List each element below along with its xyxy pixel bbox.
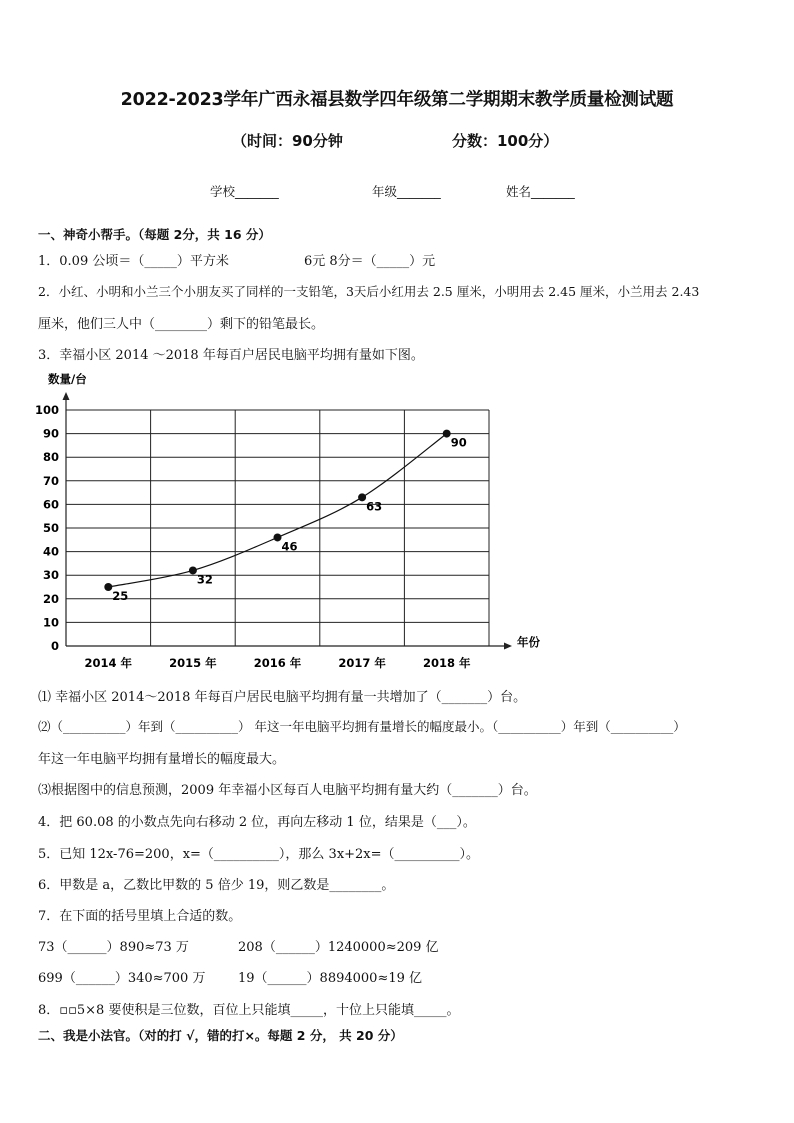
section-1-heading: 一、神奇小帮手。（每题 2分，共 16 分） bbox=[38, 227, 271, 242]
data-point bbox=[274, 533, 282, 541]
data-label: 25 bbox=[112, 589, 129, 603]
line-chart bbox=[34, 370, 554, 675]
name-field: 姓名_______ bbox=[506, 184, 575, 199]
data-point bbox=[189, 566, 197, 574]
data-point bbox=[358, 493, 366, 501]
question-8: 8．▫▫5×8 要使积是三位数，百位上只能填_____，十位上只能填_____。 bbox=[38, 1003, 460, 1018]
school-field: 学校_______ bbox=[210, 184, 279, 199]
x-axis-label: 年份 bbox=[517, 635, 540, 649]
y-tick-label: 90 bbox=[42, 426, 59, 441]
y-tick-label: 80 bbox=[42, 450, 59, 465]
question-6: 6．甲数是 a，乙数比甲数的 5 倍少 19，则乙数是________。 bbox=[38, 878, 395, 893]
question-7c: 699（______）340≈700 万 bbox=[38, 971, 206, 986]
y-tick-label: 40 bbox=[42, 544, 59, 559]
grade-field: 年级_______ bbox=[372, 184, 441, 199]
y-tick-label: 20 bbox=[42, 591, 59, 606]
question-2-line2: 厘米，他们三人中（________）剩下的铅笔最长。 bbox=[38, 317, 325, 332]
data-point bbox=[443, 430, 451, 438]
chart-ticks bbox=[35, 403, 471, 670]
exam-score: 分数：100分） bbox=[452, 132, 559, 150]
y-tick-label: 10 bbox=[42, 615, 59, 630]
section-2-heading: 二、我是小法官。（对的打 √，错的打×。每题 2 分， 共 20 分） bbox=[38, 1028, 403, 1043]
question-3-3: ⑶根据图中的信息预测，2009 年幸福小区每百人电脑平均拥有量大约（_______）台。 bbox=[38, 783, 537, 798]
data-label: 63 bbox=[366, 499, 383, 514]
chart-grid bbox=[66, 410, 489, 646]
question-7d: 19（______）8894000≈19 亿 bbox=[238, 971, 423, 986]
question-5: 5．已知 12x-76=200，x=（__________），那么 3x+2x=（__________）。 bbox=[38, 847, 480, 862]
data-label: 32 bbox=[196, 572, 213, 587]
y-axis-arrow bbox=[63, 392, 70, 400]
y-tick-label: 50 bbox=[42, 521, 59, 535]
question-4: 4．把 60.08 的小数点先向右移动 2 位，再向左移动 1 位，结果是（___）。 bbox=[38, 815, 476, 830]
y-axis-label: 数量/台 bbox=[48, 372, 87, 386]
y-tick-label: 0 bbox=[50, 639, 59, 653]
question-1b: 6元 8分＝（_____）元 bbox=[304, 254, 436, 269]
x-tick-label: 2017 年 bbox=[338, 656, 386, 670]
question-3-1: ⑴ 幸福小区 2014～2018 年每百户居民电脑平均拥有量一共增加了（_______）台。 bbox=[38, 690, 527, 705]
x-tick-label: 2014 年 bbox=[84, 656, 133, 670]
question-3-2-line1: ⑵（__________）年到（__________） 年这一年电脑平均拥有量增长的幅度最小。（__________）年到（__________） bbox=[38, 719, 686, 734]
question-2-line1: 2．小红、小明和小兰三个小朋友买了同样的一支铅笔，3天后小红用去 2.5 厘米，小明用去 2.45 厘米，小兰用去 2.43 bbox=[38, 284, 700, 299]
question-3: 3．幸福小区 2014 ～2018 年每百户居民电脑平均拥有量如下图。 bbox=[38, 348, 424, 363]
page-title: 2022-2023学年广西永福县数学四年级第二学期期末教学质量检测试题 bbox=[120, 90, 674, 110]
question-1a: 1．0.09 公顷＝（_____）平方米 bbox=[38, 254, 229, 269]
y-tick-label: 60 bbox=[42, 497, 59, 512]
data-point bbox=[104, 583, 112, 591]
data-label: 90 bbox=[450, 435, 467, 450]
chart-series bbox=[104, 430, 466, 603]
x-tick-label: 2018 年 bbox=[422, 656, 471, 670]
y-tick-label: 100 bbox=[34, 403, 59, 417]
series-line bbox=[108, 434, 446, 587]
x-axis-arrow bbox=[504, 643, 512, 650]
question-7: 7．在下面的括号里填上合适的数。 bbox=[38, 909, 242, 924]
exam-time: （时间：90分钟 bbox=[232, 132, 343, 150]
question-7a: 73（______）890≈73 万 bbox=[38, 940, 189, 955]
x-tick-label: 2016 年 bbox=[253, 656, 302, 670]
question-7b: 208（______）1240000≈209 亿 bbox=[238, 940, 439, 955]
y-tick-label: 70 bbox=[42, 473, 59, 488]
data-label: 46 bbox=[281, 539, 298, 554]
y-tick-label: 30 bbox=[42, 568, 59, 583]
x-tick-label: 2015 年 bbox=[169, 656, 217, 670]
question-3-2-line2: 年这一年电脑平均拥有量增长的幅度最大。 bbox=[38, 752, 286, 767]
